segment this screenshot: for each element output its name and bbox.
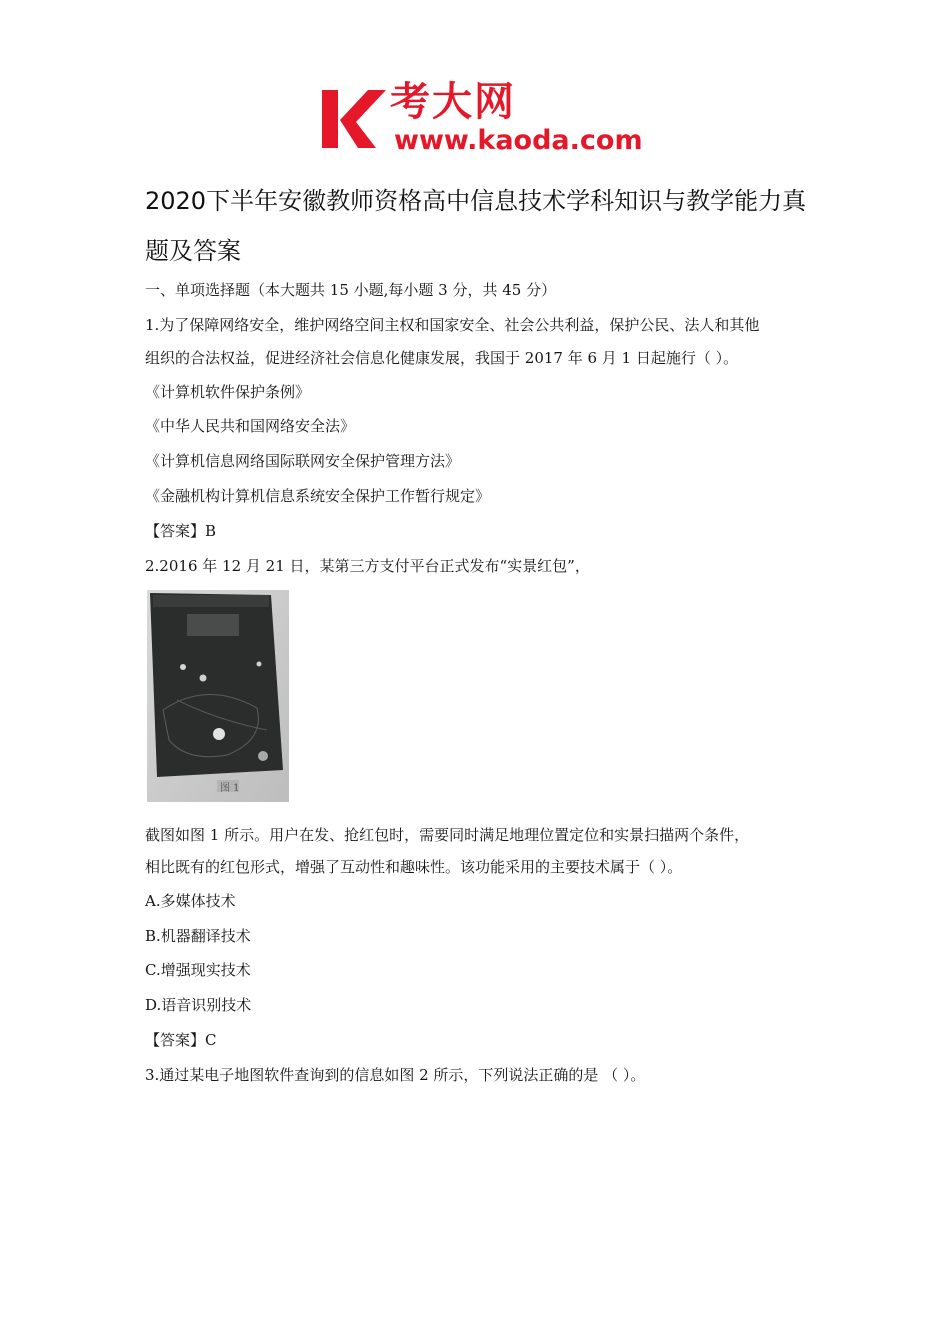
- q1-option: 《计算机信息网络国际联网安全保护管理方法》: [145, 452, 461, 470]
- section-heading: 一、单项选择题（本大题共 15 小题,每小题 3 分，共 45 分）: [145, 281, 557, 299]
- q2-option-b: B.机器翻译技术: [145, 927, 251, 945]
- q2-option-d: D.语音识别技术: [145, 996, 252, 1014]
- kaoda-logo: [318, 79, 643, 158]
- q2-stem-line2: 截图如图 1 所示。用户在发、抢红包时，需要同时满足地理位置定位和实景扫描两个条件，: [145, 826, 750, 844]
- q2-stem-line3: 相比既有的红包形式，增强了互动性和趣味性。该功能采用的主要技术属于（ ）。: [145, 858, 683, 876]
- q3-stem-line1: 3.通过某电子地图软件查询到的信息如图 2 所示，下列说法正确的是 （ ）。: [145, 1066, 646, 1084]
- q1-option: 《金融机构计算机信息系统安全保护工作暂行规定》: [145, 487, 491, 505]
- document-title: 2020下半年安徽教师资格高中信息技术学科知识与教学能力真题及答案: [145, 187, 807, 265]
- figure-1-photo: [147, 590, 289, 802]
- q2-answer: 【答案】C: [145, 1031, 217, 1049]
- q2-option-c: C.增强现实技术: [145, 961, 251, 979]
- logo-brand-cn: 考大网: [390, 79, 516, 125]
- q1-option: 《中华人民共和国网络安全法》: [145, 417, 356, 435]
- q1-option: 《计算机软件保护条例》: [145, 383, 311, 401]
- q1-answer: 【答案】B: [145, 522, 217, 540]
- q1-stem-line2: 组织的合法权益，促进经济社会信息化健康发展，我国于 2017 年 6 月 1 日起施行（ ）。: [145, 349, 739, 367]
- figure-1-label: 图 1: [220, 783, 240, 794]
- logo-k-icon: [318, 84, 388, 154]
- q1-stem-line1: 1.为了保障网络安全，维护网络空间主权和国家安全、社会公共利益，保护公民、法人和其他: [145, 316, 760, 334]
- q2-option-a: A.多媒体技术: [145, 892, 236, 910]
- logo-url: www.kaoda.com: [394, 125, 643, 156]
- q2-stem-line1: 2.2016 年 12 月 21 日，某第三方支付平台正式发布“实景红包”，: [145, 557, 590, 575]
